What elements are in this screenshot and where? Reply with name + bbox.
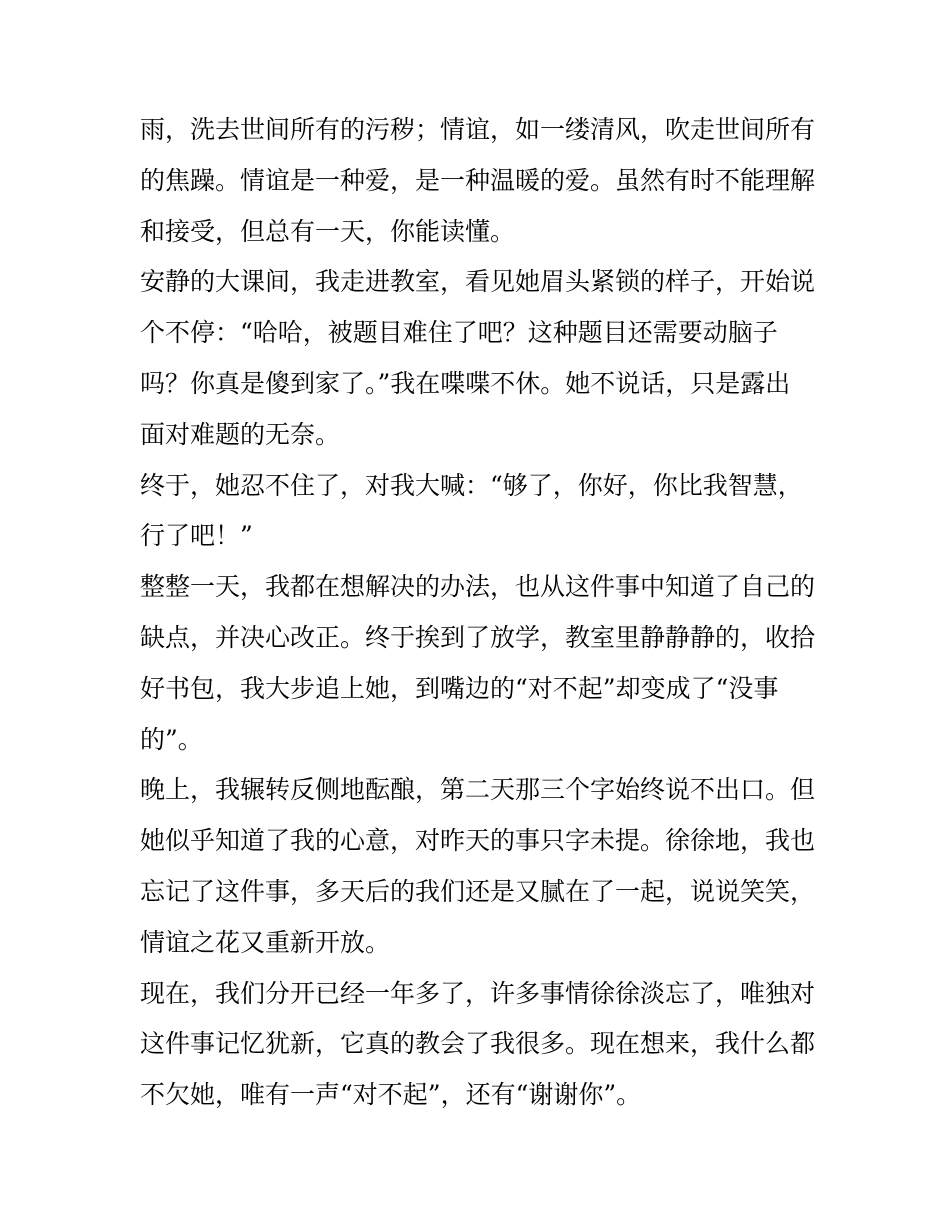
text-line: 好书包，我大步追上她，到嘴边的“对不起”却变成了“没事 xyxy=(140,673,779,703)
text-line: 的焦躁。情谊是一种爱，是一种温暖的爱。虽然有时不能理解 xyxy=(140,165,816,195)
text-line: 整整一天，我都在想解决的办法，也从这件事中知道了自己的 xyxy=(140,572,816,602)
text-line: 行了吧！” xyxy=(140,521,253,551)
text-line: 不欠她，唯有一声“对不起”，还有“谢谢你”。 xyxy=(140,1080,642,1110)
text-line: 她似乎知道了我的心意，对昨天的事只字未提。徐徐地，我也 xyxy=(140,826,816,856)
paragraph-3 xyxy=(140,461,820,563)
text-line: 吗？你真是傻到家了。”我在喋喋不休。她不说话，只是露出 xyxy=(140,368,791,398)
text-line: 现在，我们分开已经一年多了，许多事情徐徐淡忘了，唯独对 xyxy=(140,978,816,1008)
text-line: 安静的大课间，我走进教室，看见她眉头紧锁的样子，开始说 xyxy=(140,267,816,297)
text-line: 晚上，我辗转反侧地酝酿，第二天那三个字始终说不出口。但 xyxy=(140,775,816,805)
paragraph-6 xyxy=(140,969,820,1121)
text-line: 雨，洗去世间所有的污秽；情谊，如一缕清风，吹走世间所有 xyxy=(140,115,816,144)
text-line: 面对难题的无奈。 xyxy=(140,419,341,449)
paragraph-4 xyxy=(140,562,820,765)
text-line: 和接受，但总有一天，你能读懂。 xyxy=(140,216,516,246)
document-body xyxy=(140,105,820,1121)
paragraph-5 xyxy=(140,765,820,968)
text-line: 个不停：“哈哈，被题目难住了吧？这种题目还需要动脑子 xyxy=(140,318,778,348)
text-line: 缺点，并决心改正。终于挨到了放学，教室里静静静的，收拾 xyxy=(140,622,816,652)
text-line: 终于，她忍不住了，对我大喊：“够了，你好，你比我智慧， xyxy=(140,470,803,500)
text-line: 忘记了这件事，多天后的我们还是又腻在了一起，说说笑笑， xyxy=(140,876,816,906)
paragraph-2 xyxy=(140,257,820,460)
text-line: 情谊之花又重新开放。 xyxy=(140,927,391,957)
text-line: 这件事记忆犹新，它真的教会了我很多。现在想来，我什么都 xyxy=(140,1029,816,1059)
text-line: 的”。 xyxy=(140,724,203,754)
paragraph-1 xyxy=(140,105,820,257)
